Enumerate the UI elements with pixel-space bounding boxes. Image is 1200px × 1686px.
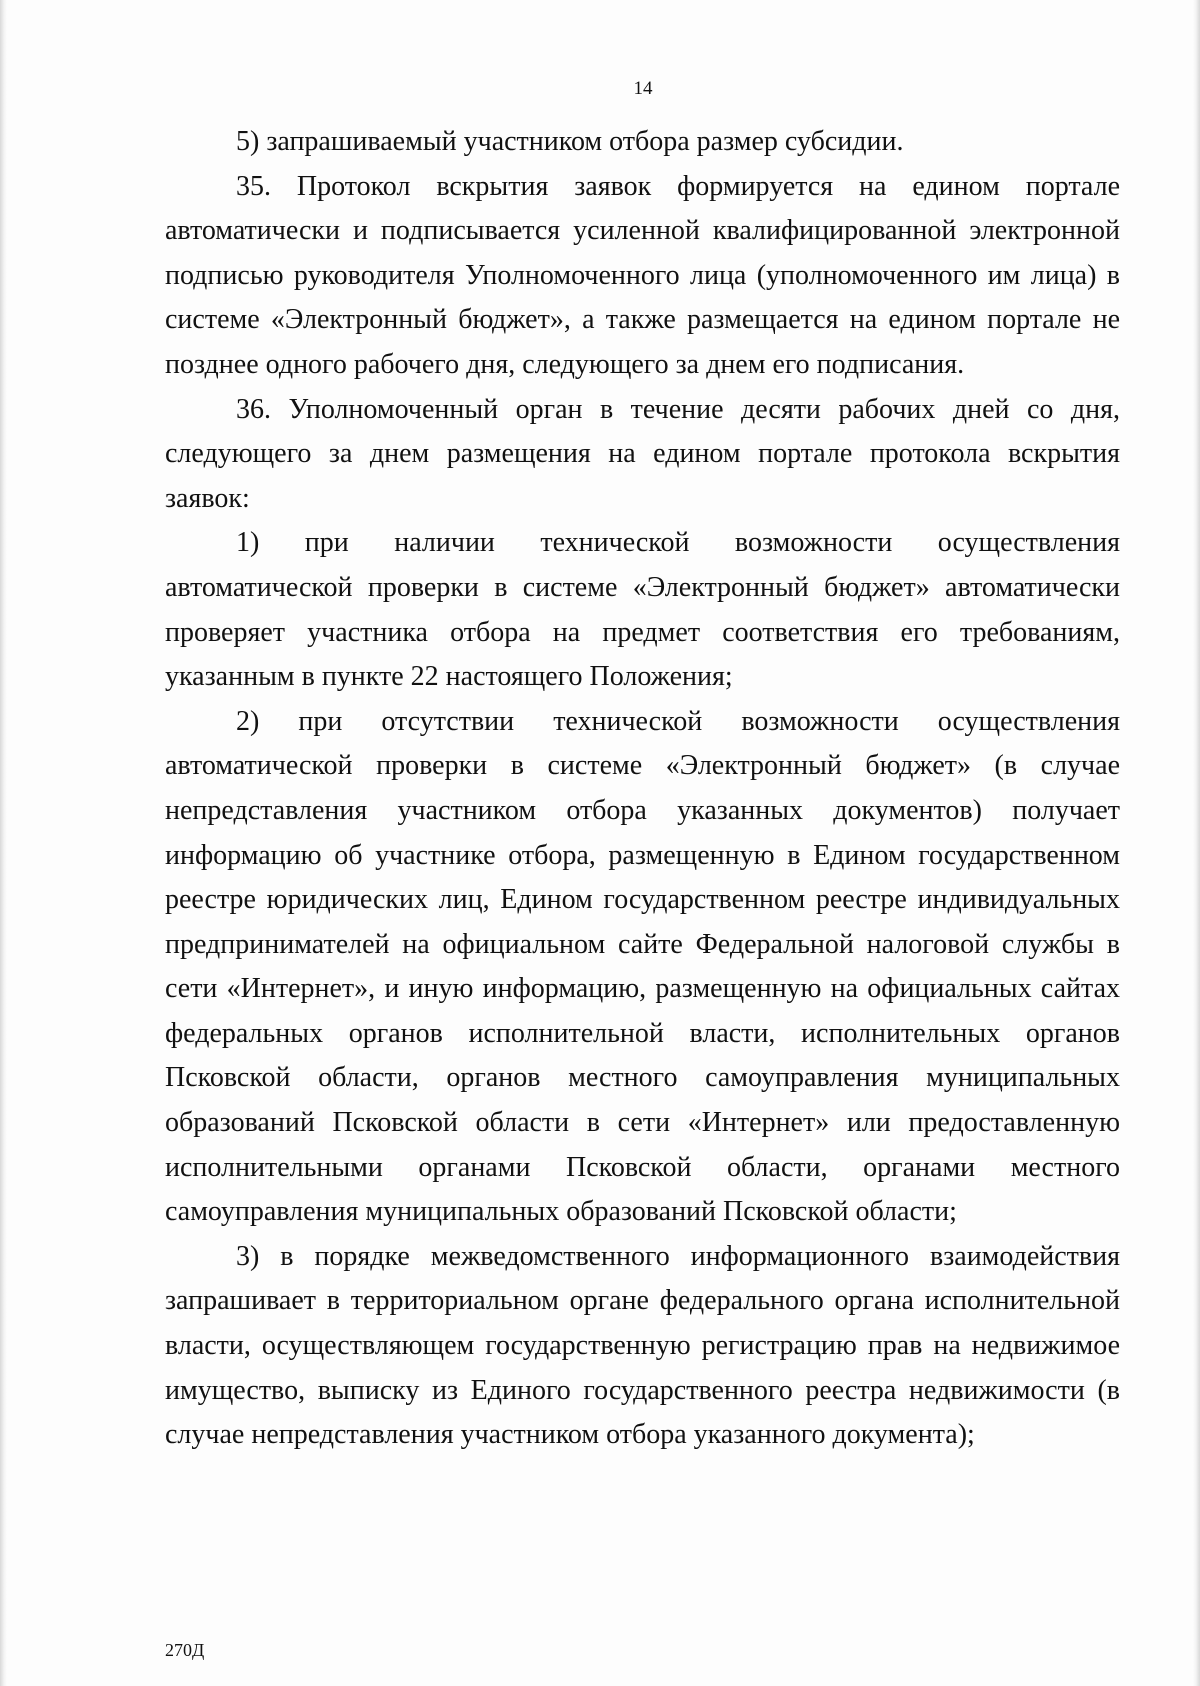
paragraph-subitem-1: 1) при наличии технической возможности осуществления автоматической проверки в системе «Электронный бюджет» автоматически проверяет участника отбора на предмет соответствия его требованиям, указанным в пункте 22 настоящего Положения; <box>165 527 1120 693</box>
paragraph-item-5: 5) запрашиваемый участником отбора размер субсидии. <box>236 126 904 157</box>
paragraph-clause-35: 35. Протокол вскрытия заявок формируется на едином портале автоматически и подписывается усиленной квалифицированной электронной подписью руководителя Уполномоченного лица (уполномоченного им лица) в системе «Электронный бюджет», а также размещается на едином портале не позднее одного рабочего дня, следующего за днем его подписания. <box>165 170 1120 380</box>
scan-edge-right <box>1193 0 1200 1686</box>
paragraph-subitem-3: 3) в порядке межведомственного информационного взаимодействия запрашивает в территориальном органе федерального органа исполнительной власти, осуществляющем государственную регистрацию прав на недвижимое имущество, выписку из Единого государственного реестра недвижимости (в случае непредставления участником отбора указанного документа); <box>165 1240 1120 1451</box>
page-number: 14 <box>633 78 653 99</box>
scan-edge-left <box>0 0 7 1686</box>
document-body <box>165 120 1120 1458</box>
paragraph-subitem-2: 2) при отсутствии технической возможности осуществления автоматической проверки в системе «Электронный бюджет» (в случае непредставления участником отбора указанных документов) получает информацию об участнике отбора, размещенную в Едином государственном реестре юридических лиц, Едином государственном реестре индивидуальных предпринимателей на официальном сайте Федеральной налоговой службы в сети «Интернет», и иную информацию, размещенную на официальных сайтах федеральных органов исполнительной власти, исполнительных органов Псковской области, органов местного самоуправления муниципальных образований Псковской области в сети «Интернет» или предоставленную исполнительными органами Псковской области, органами местного самоуправления муниципальных образований Псковской области; <box>165 705 1120 1228</box>
paragraph-clause-36: 36. Уполномоченный орган в течение десяти рабочих дней со дня, следующего за днем размещения на едином портале протокола вскрытия заявок: <box>165 393 1120 514</box>
footer-document-code: 270Д <box>165 1640 205 1660</box>
